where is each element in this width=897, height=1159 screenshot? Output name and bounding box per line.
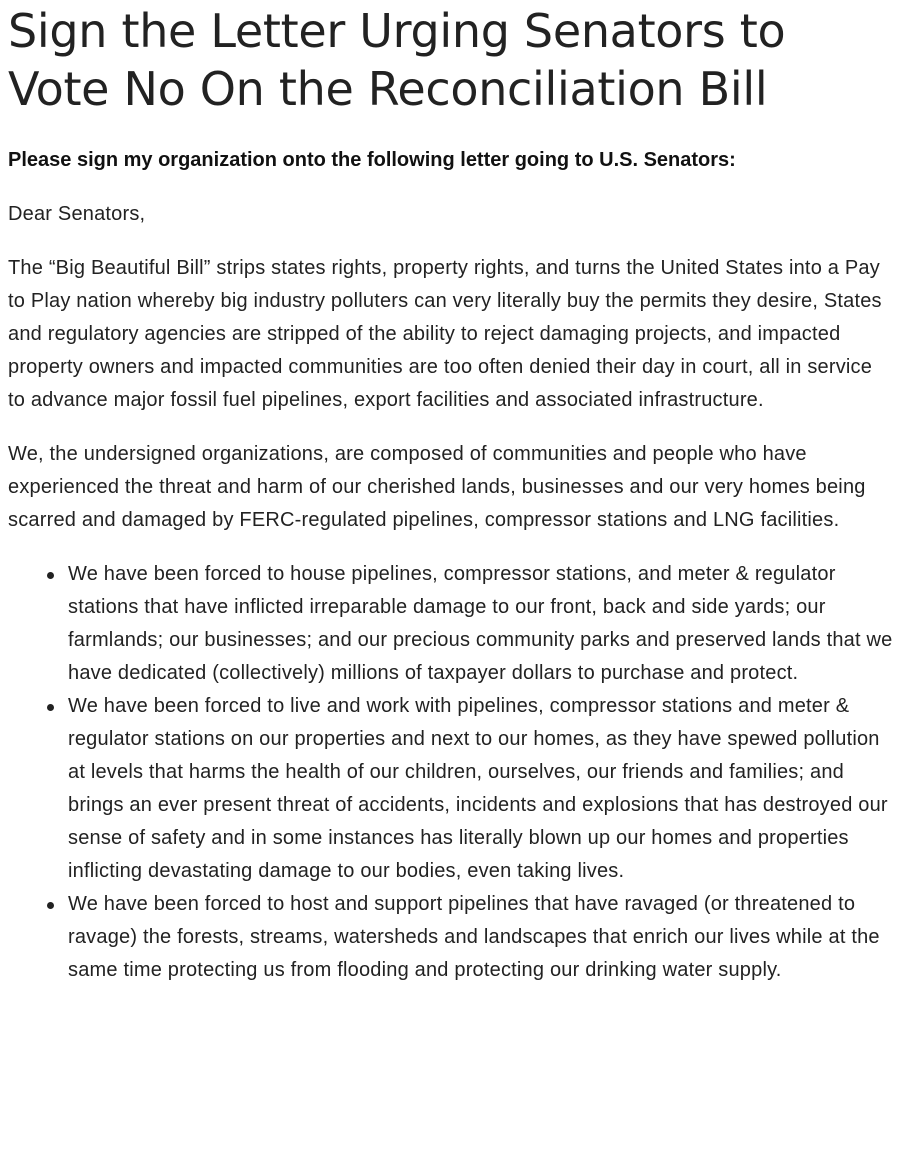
list-item-text: We have been forced to host and support pipelines that have ravaged (or threatened to ravage) the forests, streams, watersheds and landscapes that enrich our lives while at the same time protecting us from flooding and protecting our drinking water supply. <box>68 893 880 981</box>
list-item-text: We have been forced to house pipelines, compressor stations, and meter & regulator stations that have inflicted irreparable damage to our front, back and side yards; our farmlands; our businesses; and our precious community parks and preserved lands that we have dedicated (collectively) millions of taxpayer dollars to purchase and protect. <box>68 563 893 684</box>
list-item <box>68 690 893 888</box>
bullet-dot-icon <box>47 902 54 909</box>
list-item-text: We have been forced to live and work with pipelines, compressor stations and meter & regulator stations on our properties and next to our homes, as they have spewed pollution at levels that harms the health of our children, ourselves, our friends and families; and brings an ever present threat of accidents, incidents and explosions that has destroyed our sense of safety and in some instances has literally blown up our homes and properties inflicting devastating damage to our bodies, even taking lives. <box>68 695 888 882</box>
page-title: Sign the Letter Urging Senators to Vote No On the Reconciliation Bill <box>8 4 786 116</box>
harm-list <box>8 558 893 987</box>
letter-page <box>8 0 893 987</box>
greeting: Dear Senators, <box>8 203 146 225</box>
bullet-dot-icon <box>47 572 54 579</box>
bullet-dot-icon <box>47 704 54 711</box>
list-item <box>68 888 893 987</box>
list-item <box>68 558 893 690</box>
letter-paragraph-1: The “Big Beautiful Bill” strips states rights, property rights, and turns the United States into a Pay to Play nation whereby big industry polluters can very literally buy the permits they desire, States and regulatory agencies are stripped of the ability to reject damaging projects, and impacted property owners and impacted communities are too often denied their day in court, all in service to advance major fossil fuel pipelines, export facilities and associated infrastructure. <box>8 257 882 411</box>
letter-paragraph-2: We, the undersigned organizations, are composed of communities and people who have experienced the threat and harm of our cherished lands, businesses and our very homes being scarred and damaged by FERC-regulated pipelines, compressor stations and LNG facilities. <box>8 443 866 531</box>
intro-text: Please sign my organization onto the following letter going to U.S. Senators: <box>8 149 736 171</box>
